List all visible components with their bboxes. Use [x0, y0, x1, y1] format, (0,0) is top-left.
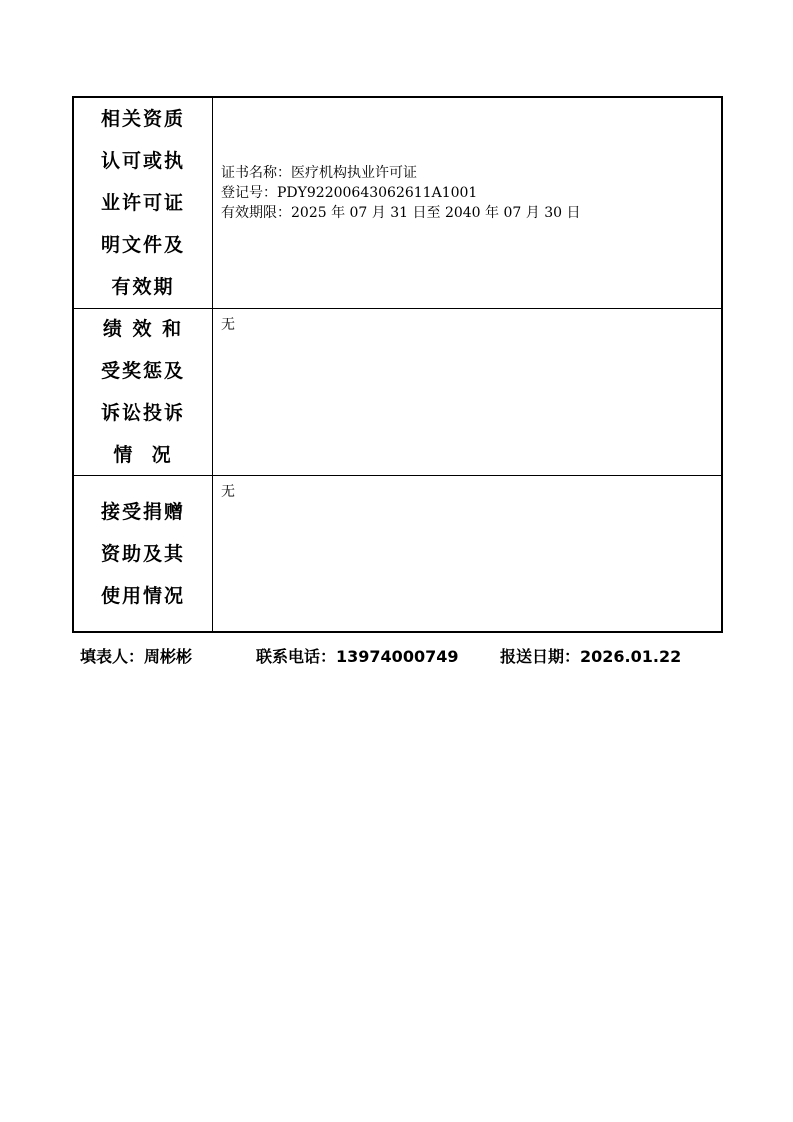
date-info: [500, 644, 681, 667]
label-line: 有效期: [111, 276, 175, 298]
performance-value: 无: [221, 317, 235, 333]
donations-value: 无: [221, 484, 235, 500]
label-line: 受奖惩及: [100, 360, 185, 382]
row-label-donations: [74, 476, 213, 631]
certificate-name: 证书名称：医疗机构执业许可证: [221, 165, 417, 181]
label-line: 相关资质: [100, 108, 185, 130]
filler-name: 周彬彬: [144, 647, 193, 666]
table-row-performance: [74, 308, 721, 475]
row-label-performance: [74, 309, 213, 475]
label-line: 接受捐赠: [100, 500, 185, 523]
label-line: 情 况: [113, 444, 173, 466]
row-content-donations: [213, 476, 721, 631]
registration-number: 登记号：PDY92200643062611A1001: [221, 185, 478, 201]
row-content-performance: [213, 309, 721, 475]
phone-number: 13974000749: [336, 647, 459, 666]
label-line: 业许可证: [100, 192, 185, 214]
table-row-donations: [74, 475, 721, 631]
label-line: 使用情况: [100, 584, 185, 607]
date-label: 报送日期：: [500, 647, 581, 666]
filler-label: 填表人：: [80, 647, 145, 666]
row-label-qualification: [74, 98, 213, 308]
phone-info: [256, 644, 458, 667]
table-row-qualification: [74, 98, 721, 308]
label-line: 认可或执: [100, 150, 185, 172]
label-line: 绩 效 和: [102, 318, 184, 340]
label-line: 明文件及: [100, 234, 185, 256]
phone-label: 联系电话：: [256, 647, 337, 666]
label-line: 资助及其: [100, 542, 185, 565]
report-date: 2026.01.22: [580, 647, 682, 666]
label-line: 诉讼投诉: [100, 402, 185, 424]
filler-info: [80, 644, 192, 667]
validity-period: 有效期限：2025 年 07 月 31 日至 2040 年 07 月 30 日: [221, 205, 581, 221]
row-content-qualification: [213, 98, 721, 308]
info-table: [72, 96, 723, 633]
